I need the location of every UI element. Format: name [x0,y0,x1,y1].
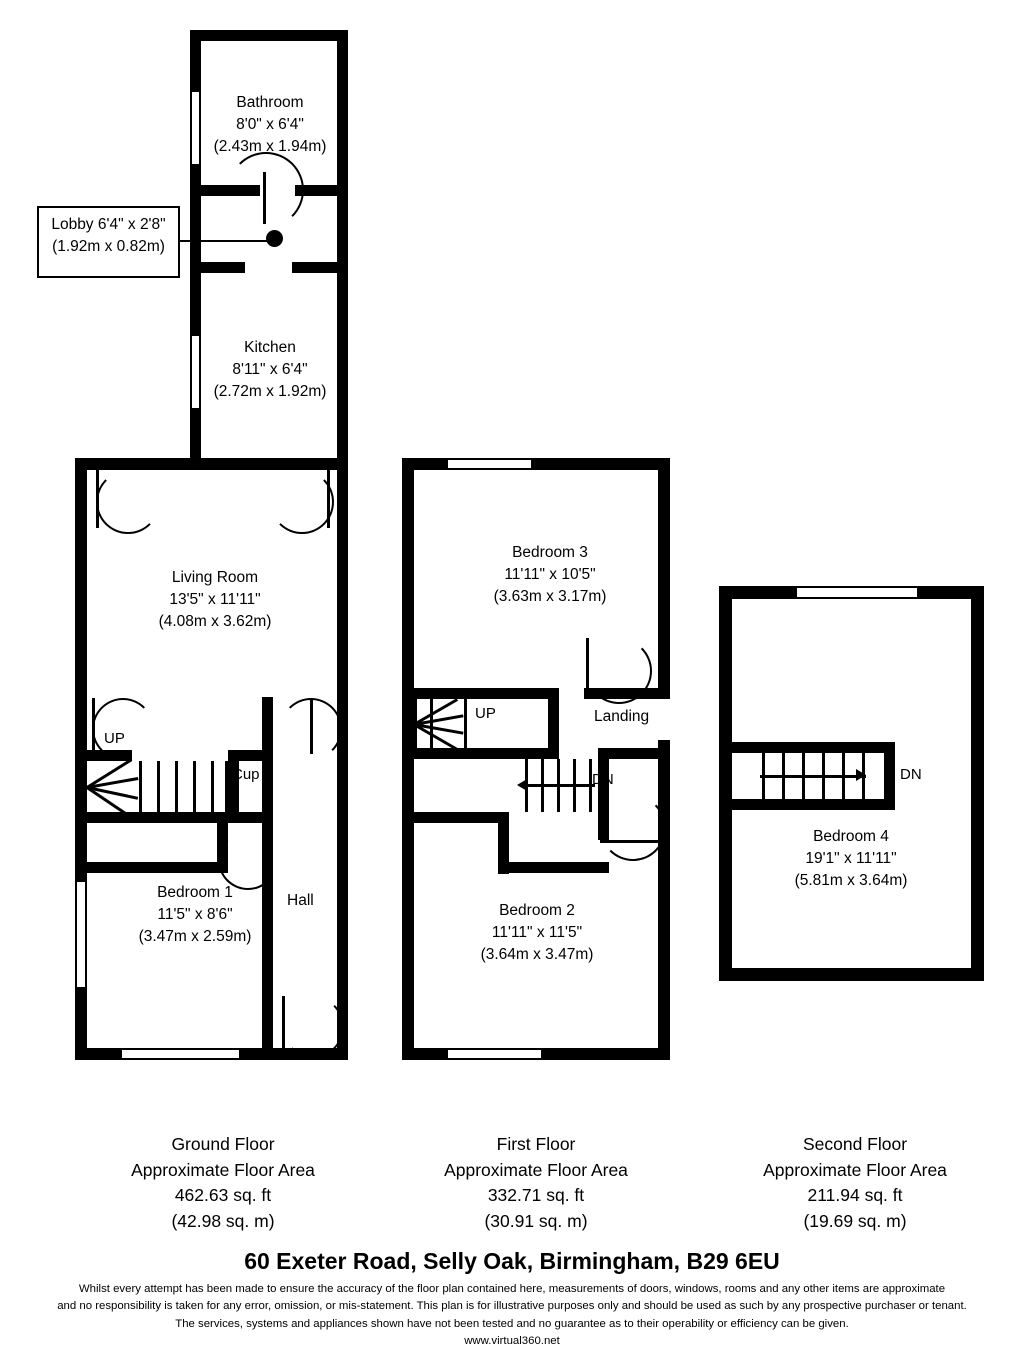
wall [262,750,273,823]
lobby-marker-dot [266,230,283,247]
door-leaf [586,638,589,698]
room-label-bedroom1: Bedroom 1 11'5" x 8'6" (3.47m x 2.59m) [138,884,252,945]
door-swing-arc [270,470,334,534]
wall [971,586,984,981]
room-label-landing: Landing [594,708,650,725]
stair-direction-dn-first: DN [592,771,614,788]
door-leaf [263,172,266,224]
staircase-second-down [746,753,884,799]
wall [719,586,732,981]
staircase-ground [87,761,228,812]
wall [87,862,217,873]
window [448,458,531,470]
wall [87,812,273,823]
room-label-bedroom3: Bedroom 3 11'11" x 10'5" (3.63m x 3.17m) [493,544,607,605]
wall [402,458,414,1060]
window [122,1048,239,1060]
wall [190,262,245,273]
door-leaf [92,698,95,754]
door-swing-arc [586,638,652,704]
room-label-hall: Hall [287,892,314,909]
wall [548,688,559,748]
staircase-first-down [509,759,598,812]
wall [402,748,559,759]
stair-direction-dn-second: DN [900,766,922,783]
wall [75,458,348,470]
door-swing-arc [218,830,278,890]
wall [732,742,895,753]
door-swing-arc [228,152,304,228]
door-leaf [282,996,285,1052]
wall [402,458,670,470]
property-address: 60 Exeter Road, Selly Oak, Birmingham, B29 6EU [244,1248,780,1274]
stair-direction-up-first: UP [475,705,496,722]
room-label-living-room: Living Room 13'5" x 11'11" (4.08m x 3.62m) [158,569,272,630]
lobby-leader-line [180,240,274,242]
room-label-bedroom2: Bedroom 2 11'11" x 11'5" (3.64m x 3.47m) [480,902,594,963]
wall [732,799,895,810]
wall [228,750,239,823]
window [448,1048,541,1060]
stair-direction-up-ground: UP [104,730,125,747]
wall [719,968,984,981]
wall [402,688,550,699]
wall [402,812,498,823]
disclaimer-text: Whilst every attempt has been made to ensure the accuracy of the floor plan contained here, measurements of doors, windows, rooms and any other items are approximate and no responsibility is taken for any error, omission, or mis-statement. This plan is for illustrative purposes only and should be used as such by any prospective purchaser or tenant. The services, systems and appliances shown have not been tested and no guarantee as to their operability or efficiency can be given. www.virtual360.net [57,1283,967,1347]
floor-caption-ground: Ground Floor Approximate Floor Area 462.63 sq. ft (42.98 sq. m) [131,1134,315,1232]
door-leaf [96,470,99,528]
room-label-cupboard: Cup [232,766,260,783]
room-label-bedroom4: Bedroom 4 19'1" x 11'11" (5.81m x 3.64m) [794,828,908,889]
door-swing-arc [96,470,160,534]
front-door-swing [282,996,344,1058]
door-leaf [327,470,330,528]
floor-caption-first: First Floor Approximate Floor Area 332.71 sq. ft (30.91 sq. m) [444,1134,628,1232]
door-swing-arc [600,795,666,861]
window [797,586,917,599]
wall [498,862,609,873]
wall [292,262,348,273]
floor-caption-second: Second Floor Approximate Floor Area 211.94 sq. ft (19.69 sq. m) [763,1134,947,1232]
room-label-kitchen: Kitchen 8'11" x 6'4" (2.72m x 1.92m) [213,339,327,400]
room-label-bathroom: Bathroom 8'0" x 6'4" (2.43m x 1.94m) [213,94,327,155]
door-leaf [310,698,313,754]
door-swing-arc [92,698,154,760]
room-label-lobby: Lobby 6'4" x 2'8" (1.92m x 0.82m) [37,206,180,278]
wall [190,30,348,41]
